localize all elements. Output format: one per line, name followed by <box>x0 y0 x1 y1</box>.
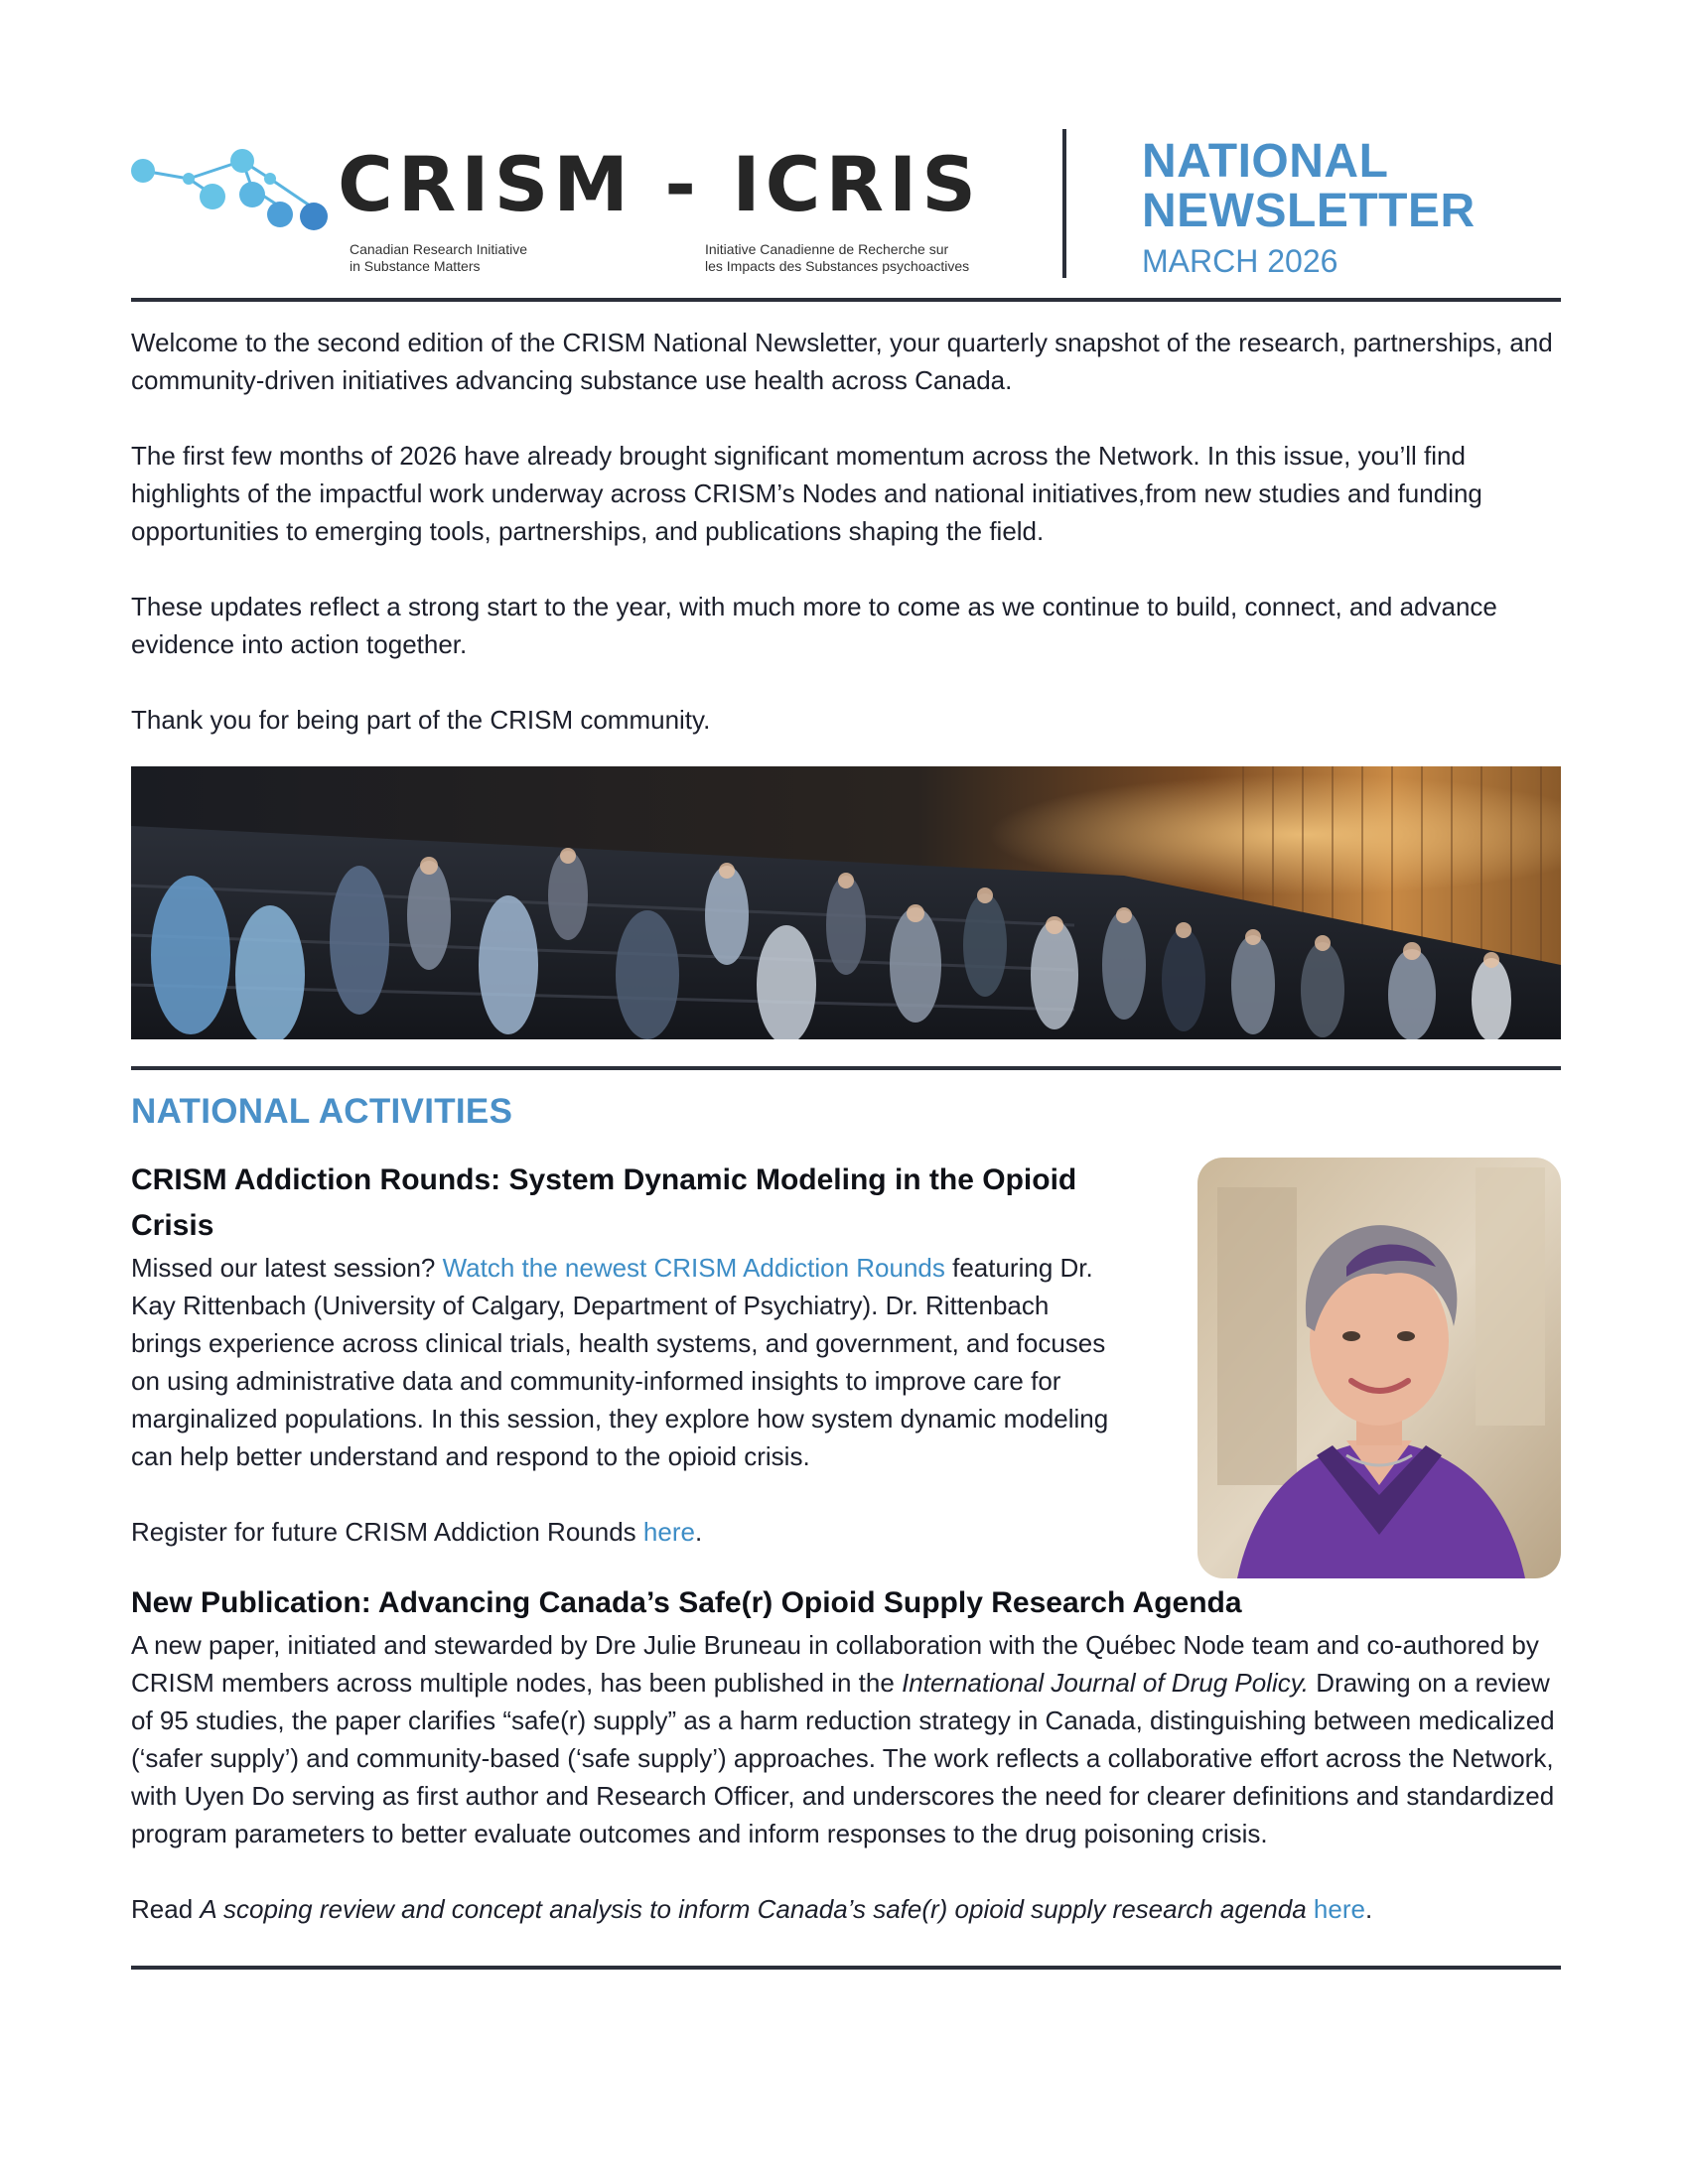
read-publication-line <box>131 1890 1561 1928</box>
intro-paragraph-4: Thank you for being part of the CRISM community. <box>131 705 711 735</box>
banner-rule <box>131 1066 1561 1070</box>
intro-paragraph-1: Welcome to the second edition of the CRISM National Newsletter, your quarterly snapshot of the research, partnerships, and community-driven initiatives advancing substance use health across Canada. <box>131 328 1553 395</box>
newsletter-title: NATIONAL NEWSLETTER <box>1142 135 1476 237</box>
addiction-rounds-lead: Missed our latest session? <box>131 1253 443 1283</box>
header-divider <box>1062 129 1066 278</box>
section-heading-national-activities: NATIONAL ACTIVITIES <box>131 1092 513 1131</box>
read-prefix: Read <box>131 1894 201 1924</box>
watch-addiction-rounds-link[interactable]: Watch the newest CRISM Addiction Rounds <box>442 1253 945 1283</box>
register-rounds-line <box>131 1513 1124 1551</box>
newsletter-page <box>131 0 1561 1970</box>
newsletter-header <box>131 0 1561 298</box>
addiction-rounds-title: CRISM Addiction Rounds: System Dynamic Modeling in the Opioid Crisis <box>131 1163 1077 1242</box>
crism-network-logo-icon <box>131 139 330 238</box>
publication-body-part-2: Drawing on a review of 95 studies, the paper clarifies “safe(r) supply” as a harm reduction strategy in Canada, distinguishing between medicalized (‘safer supply’) and community-based (‘safe supply’) approaches. The work reflects a collaborative effort across the Network, with Uyen Do serving as first author and Research Officer, and underscores the need for clearer definitions and standardized program parameters to better evaluate outcomes and inform responses to the drug poisoning crisis. <box>131 1668 1555 1848</box>
addiction-rounds-article <box>131 1158 1561 1551</box>
publication-title: New Publication: Advancing Canada’s Safe(r) Opioid Supply Research Agenda <box>131 1586 1242 1619</box>
journal-name: International Journal of Drug Policy. <box>902 1668 1310 1698</box>
register-rounds-link[interactable]: here <box>642 1517 695 1547</box>
speaker-portrait-photo <box>1197 1158 1561 1578</box>
publication-body-part-1: A new paper, initiated and stewarded by Dre Julie Bruneau in collaboration with the Québec Node team and co-authored by CRISM members across multiple nodes, has been published in the <box>131 1630 1539 1698</box>
register-rounds-period: . <box>694 1517 703 1547</box>
intro-paragraph-2: The first few months of 2026 have already brought significant momentum across the Network. In this issue, you’ll find highlights of the impactful work underway across CRISM’s Nodes and national initiatives,from new studies and funding opportunities to emerging tools, partnerships, and publications shaping the field. <box>131 441 1482 546</box>
intro-section <box>131 302 1561 739</box>
footer-rule <box>131 1966 1561 1970</box>
logo-wordmark: CRISM - ICRIS <box>338 140 981 228</box>
logo-subtitle-english: Canadian Research Initiative in Substance Matters <box>350 241 527 274</box>
addiction-rounds-body <box>131 1249 1124 1475</box>
publication-full-title: A scoping review and concept analysis to inform Canada’s safe(r) opioid supply research agenda <box>200 1894 1307 1924</box>
publication-body <box>131 1626 1561 1852</box>
addiction-rounds-description: featuring Dr. Kay Rittenbach (University of Calgary, Department of Psychiatry). Dr. Rittenbach brings experience across clinical trials, health systems, and government, and focuses on using administrative data and community-informed insights to improve care for marginalized populations. In this session, they explore how system dynamic modeling can help better understand and respond to the opioid crisis. <box>131 1253 1109 1471</box>
register-rounds-text: Register for future CRISM Addiction Rounds <box>131 1517 643 1547</box>
conference-audience-photo <box>131 766 1561 1039</box>
logo-subtitle-french: Initiative Canadienne de Recherche sur les Impacts des Substances psychoactives <box>705 241 970 274</box>
issue-date: MARCH 2026 <box>1142 243 1338 279</box>
intro-paragraph-3: These updates reflect a strong start to the year, with much more to come as we continue to build, connect, and advance evidence into action together. <box>131 592 1497 659</box>
read-publication-link[interactable]: here <box>1313 1894 1365 1924</box>
read-period: . <box>1364 1894 1373 1924</box>
publication-article <box>131 1580 1561 1928</box>
